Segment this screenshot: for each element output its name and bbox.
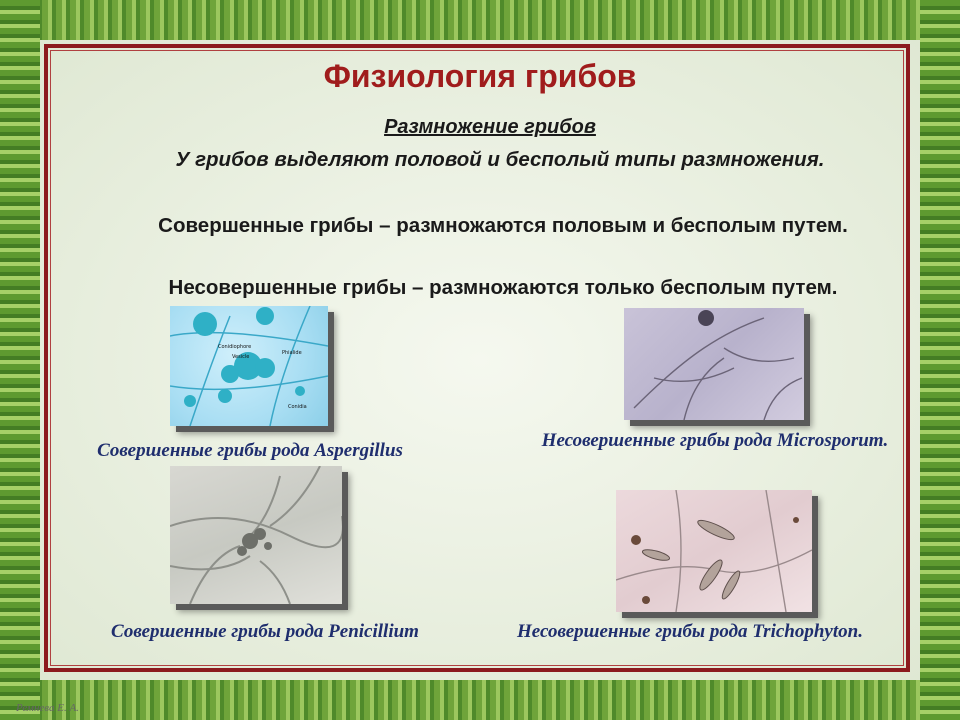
label-vesicle: Vesicle	[232, 354, 250, 360]
author-signature: Ремнева Е. А.	[16, 702, 79, 714]
trichophyton-image	[616, 490, 812, 612]
paragraph-perfect-fungi: Совершенные грибы – размножаются половым и бесполым путем.	[158, 214, 848, 237]
caption-microsporum: Несовершенные грибы рода Microsporum.	[541, 430, 889, 451]
penicillium-image	[170, 466, 342, 604]
aspergillus-image	[170, 306, 328, 426]
paragraph-imperfect-fungi: Несовершенные грибы – размножаются только бесполым путем.	[168, 276, 838, 299]
leaf-border-left	[0, 0, 40, 720]
label-phialide: Phialide	[282, 350, 302, 356]
caption-trichophyton: Несовершенные грибы рода Trichophyton.	[517, 621, 863, 642]
label-conidia: Conidia	[288, 404, 307, 410]
leaf-border-right	[920, 0, 960, 720]
label-conidiophore: Conidiophore	[218, 344, 252, 350]
slide-title: Физиология грибов	[323, 58, 637, 94]
microsporum-image	[624, 308, 804, 420]
slide-subtitle: Размножение грибов	[384, 116, 596, 138]
paragraph-reproduction-types: У грибов выделяют половой и бесполый типы размножения.	[175, 148, 825, 171]
caption-penicillium: Совершенные грибы рода Penicillium	[111, 621, 419, 642]
caption-aspergillus: Совершенные грибы рода Aspergillus	[97, 440, 403, 461]
